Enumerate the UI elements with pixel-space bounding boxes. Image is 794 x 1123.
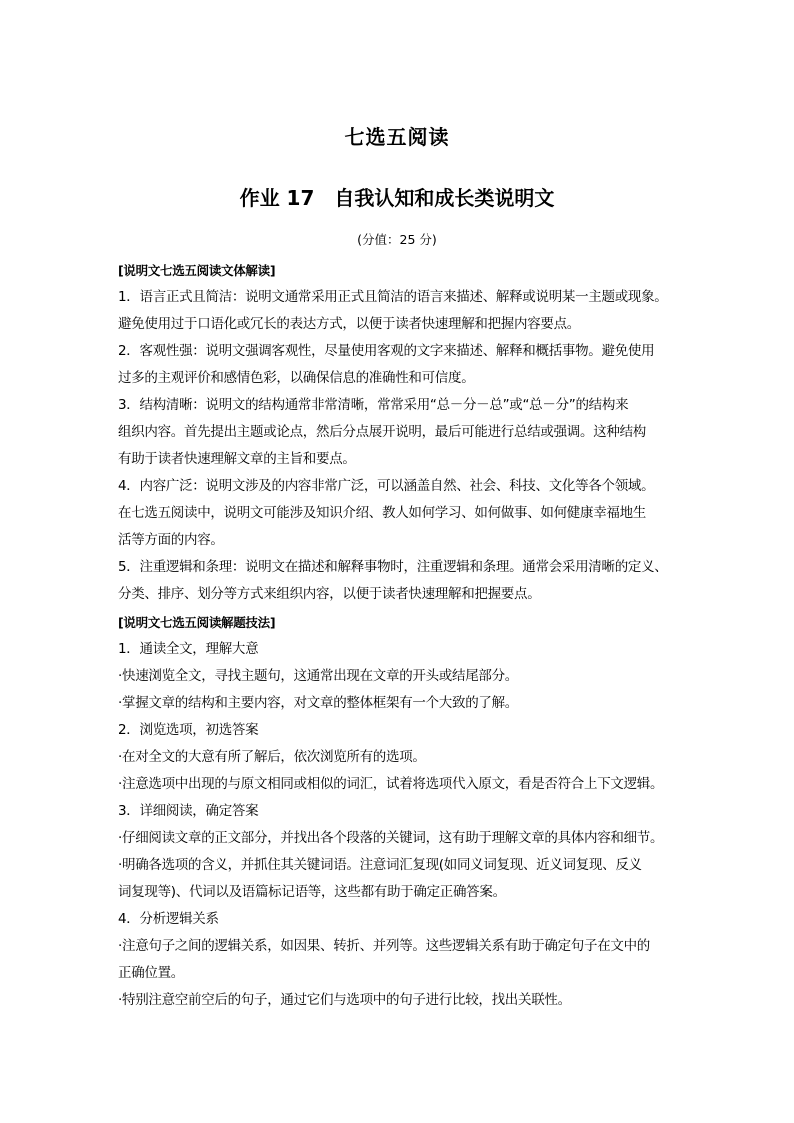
solving-techniques-section	[118, 609, 684, 1014]
text-line: 正确位置。	[118, 965, 184, 981]
text-line: ·特别注意空前空后的句子，通过它们与选项中的句子进行比较，找出关联性。	[118, 992, 571, 1008]
text-line: 1．语言正式且简洁：说明文通常采用正式且简洁的语言来描述、解释或说明某一主题或现象。	[118, 289, 668, 305]
text-line: 有助于读者快速理解文章的主旨和要点。	[118, 451, 356, 467]
text-line: 过多的主观评价和感情色彩，以确保信息的准确性和可信度。	[118, 370, 475, 386]
text-line: ·明确各选项的含义，并抓住其关键词语。注意词汇复现(如同义词复现、近义词复现、反义	[118, 857, 642, 873]
text-line: 5．注重逻辑和条理：说明文在描述和解释事物时，注重逻辑和条理。通常会采用清晰的定义、	[118, 559, 668, 575]
text-line: 词复现等)、代词以及语篇标记语等，这些都有助于确定正确答案。	[118, 884, 506, 900]
text-line: 2．浏览选项，初选答案	[118, 722, 259, 738]
text-line: 活等方面的内容。	[118, 532, 224, 548]
text-line: ·仔细阅读文章的正文部分，并找出各个段落的关键词，这有助于理解文章的具体内容和细节。	[118, 830, 664, 846]
text-line: ·在对全文的大意有所了解后，依次浏览所有的选项。	[118, 749, 426, 765]
text-line: 组织内容。首先提出主题或论点，然后分点展开说明，最后可能进行总结或强调。这种结构	[118, 424, 646, 440]
score-note: (分值：25 分)	[357, 232, 437, 247]
text-line: 1．通读全文，理解大意	[118, 641, 259, 657]
text-line: 3．结构清晰：说明文的结构通常非常清晰，常常采用“总－分－总”或“总－分”的结构来	[118, 397, 629, 413]
section-heading: [说明文七选五阅读文体解读]	[118, 263, 276, 278]
text-line: 4．分析逻辑关系	[118, 911, 219, 927]
text-line: ·掌握文章的结构和主要内容，对文章的整体框架有一个大致的了解。	[118, 695, 518, 711]
page-title: 七选五阅读	[344, 125, 450, 149]
assignment-title: 作业 17 自我认知和成长类说明文	[239, 186, 555, 210]
text-line: 分类、排序、划分等方式来组织内容，以便于读者快速理解和把握要点。	[118, 586, 541, 602]
text-line: ·快速浏览全文，寻找主题句，这通常出现在文章的开头或结尾部分。	[118, 668, 518, 684]
text-line: ·注意选项中出现的与原文相同或相似的词汇，试着将选项代入原文，看是否符合上下文逻辑。	[118, 776, 664, 792]
text-line: 4．内容广泛：说明文涉及的内容非常广泛，可以涵盖自然、社会、科技、文化等各个领域。	[118, 478, 655, 494]
section-heading: [说明文七选五阅读解题技法]	[118, 615, 276, 630]
text-line: 避免使用过于口语化或冗长的表达方式，以便于读者快速理解和把握内容要点。	[118, 316, 580, 332]
text-line: ·注意句子之间的逻辑关系，如因果、转折、并列等。这些逻辑关系有助于确定句子在文中的	[118, 938, 650, 954]
genre-interpretation-section	[118, 257, 684, 608]
text-line: 2．客观性强：说明文强调客观性，尽量使用客观的文字来描述、解释和概括事物。避免使用	[118, 343, 655, 359]
text-line: 3．详细阅读，确定答案	[118, 803, 259, 819]
text-line: 在七选五阅读中，说明文可能涉及知识介绍、教人如何学习、如何做事、如何健康幸福地生	[118, 505, 646, 521]
